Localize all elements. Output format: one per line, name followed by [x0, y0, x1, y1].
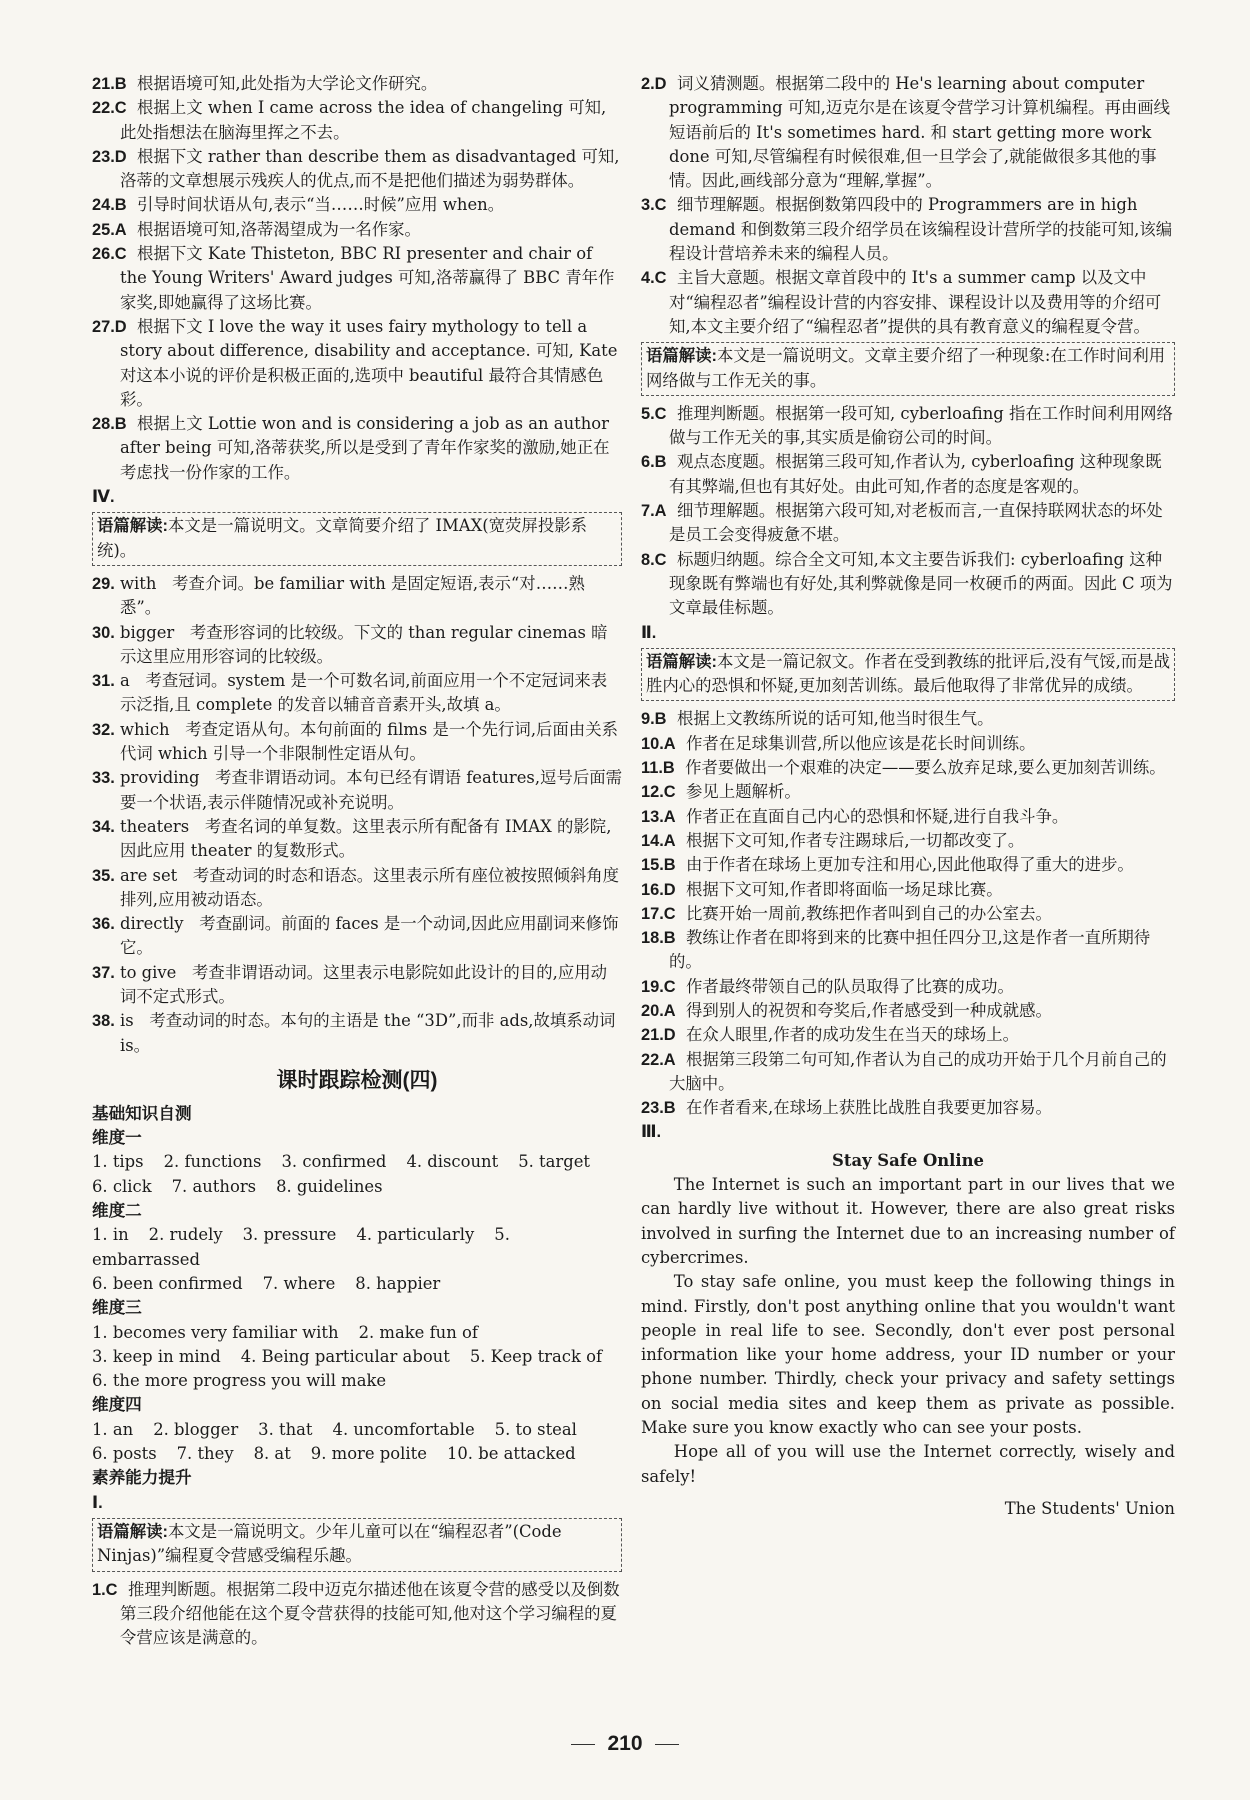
basic-knowledge-title: 基础知识自测 [92, 1103, 192, 1123]
answer-item: 25.A 根据语境可知,洛蒂渴望成为一名作家。 [92, 219, 421, 239]
ability-title: 素养能力提升 [92, 1468, 192, 1488]
answer-item: 34. theaters 考查名词的单复数。这里表示所有配备有 IMAX 的影院,因此应用 theater 的复数形式。 [92, 816, 612, 861]
answer-item: 4.C 主旨大意题。根据文章首段中的 It's a summer camp 以及文中对“编程忍者”编程设计营的内容安排、课程设计以及费用等的介绍可知,本文主要介绍了“编程忍者”提供的具有教育意义的编程夏令营。 [641, 268, 1162, 336]
passage-analysis-box: 语篇解读:本文是一篇说明文。文章简要介绍了 IMAX(宽荧屏投影系统)。 [92, 512, 622, 566]
answer-item: 13.A 作者正在直面自己内心的恐惧和怀疑,进行自我斗争。 [641, 806, 1069, 826]
essay-paragraph: Hope all of you will use the Internet correctly, wisely and safely! [641, 1442, 1175, 1486]
answer-item: 30. bigger 考查形容词的比较级。下文的 than regular cinemas 暗示这里应用形容词的比较级。 [92, 622, 608, 666]
dimension-1: 维度一 1. tips 2. functions 3. confirmed 4. discount 5. target 6. click 7. authors 8. guidelines [92, 1128, 591, 1196]
essay-paragraph: The Internet is such an important part in our lives that we can hardly live without it. However, there are also great risks involved in surfing the Internet due to an increasing number of cybercrimes. [641, 1175, 1175, 1267]
answer-item: 32. which 考查定语从句。本句前面的 films 是一个先行词,后面由关系代词 which 引导一个非限制性定语从句。 [92, 719, 618, 764]
answer-item: 37. to give 考查非谓语动词。这里表示电影院如此设计的目的,应用动词不定式形式。 [92, 962, 607, 1006]
answer-item: 11.B 作者要做出一个艰难的决定——要么放弃足球,要么更加刻苦训练。 [641, 758, 1166, 778]
essay-paragraph: To stay safe online, you must keep the following things in mind. Firstly, don't post anything online that you wouldn't want people in real life to see. Secondly, don't ever post personal information like your home address, your ID number or your phone number. Thirdly, check your privacy and safety settings on social media sites and keep them as private as possible. Make sure you know exactly who can see your posts. [641, 1272, 1175, 1438]
answer-item: 21.D 在众人眼里,作者的成功发生在当天的球场上。 [641, 1025, 1020, 1045]
answer-item: 9.B 根据上文教练所说的话可知,他当时很生气。 [641, 709, 994, 729]
lesson-heading: 课时跟踪检测(四) [276, 1068, 438, 1092]
model-essay [641, 1149, 1175, 1521]
answer-item: 6.B 观点态度题。根据第三段可知,作者认为, cyberloafing 这种现象既有其弊端,但也有其好处。由此可知,作者的态度是客观的。 [641, 452, 1162, 496]
answer-item: 3.C 细节理解题。根据倒数第四段中的 Programmers are in high demand 和倒数第三段介绍学员在该编程设计营所学的技能可知,该编程设计营培养未来的编程人员。 [641, 195, 1173, 264]
left-column [92, 72, 622, 1650]
answer-item: 38. is 考查动词的时态。本句的主语是 the “3D”,而非 ads,故填系动词 is。 [92, 1011, 616, 1055]
answer-item: 8.C 标题归纳题。综合全文可知,本文主要告诉我们: cyberloafing 这种现象既有弊端也有好处,其利弊就像是同一枚硬币的两面。因此 C 项为文章最佳标题。 [641, 549, 1173, 618]
passage-analysis-box: 语篇解读:本文是一篇说明文。少年儿童可以在“编程忍者”(Code Ninjas)”编程夏令营感受编程乐趣。 [92, 1518, 622, 1572]
answer-item: 10.A 作者在足球集训营,所以他应该是花长时间训练。 [641, 733, 1036, 753]
answer-item: 1.C 推理判断题。根据第二段中迈克尔描述他在该夏令营的感受以及倒数第三段介绍他能在这个夏令营获得的技能可知,他对这个学习编程的夏令营应该是满意的。 [92, 1579, 620, 1648]
answer-item: 24.B 引导时间状语从句,表示“当……时候”应用 when。 [92, 195, 505, 215]
answer-item: 18.B 教练让作者在即将到来的比赛中担任四分卫,这是作者一直所期待的。 [641, 928, 1151, 972]
dimension-4: 维度四 1. an 2. blogger 3. that 4. uncomfortable 5. to steal 6. posts 7. they 8. at 9. more polite 10. be attacked [92, 1395, 577, 1464]
answer-item: 36. directly 考查副词。前面的 faces 是一个动词,因此应用副词来修饰它。 [92, 914, 619, 958]
passage-analysis-box: 语篇解读:本文是一篇记叙文。作者在受到教练的批评后,没有气馁,而是战胜内心的恐惧和怀疑,更加刻苦训练。最后他取得了非常优异的成绩。 [641, 648, 1175, 702]
answer-item: 33. providing 考查非谓语动词。本句已经有谓语 features,逗号后面需要一个状语,表示伴随情况或补充说明。 [92, 768, 622, 812]
answer-item: 26.C 根据下文 Kate Thisteton, BBC RI presenter and chair of the Young Writers' Award judges 可知,洛蒂赢得了 BBC 青年作家奖,即她赢得了这场比赛。 [92, 244, 615, 312]
dimension-2: 维度二 1. in 2. rudely 3. pressure 4. particularly 5. embarrassed 6. been confirmed 7. where 8. happier [92, 1201, 510, 1293]
answer-item: 12.C 参见上题解析。 [641, 782, 801, 802]
answer-list-2 [92, 572, 622, 1058]
answer-item: 14.A 根据下文可知,作者专注踢球后,一切都改变了。 [641, 830, 1025, 850]
answer-item: 31. a 考查冠词。system 是一个可数名词,前面应用一个不定冠词来表示泛指,且 complete 的发音以辅音音素开头,故填 a。 [92, 671, 608, 715]
answer-item: 23.D 根据下文 rather than describe them as disadvantaged 可知,洛蒂的文章想展示残疾人的优点,而不是把他们描述为弱势群体。 [92, 146, 620, 191]
right-column [641, 72, 1175, 1521]
answer-item: 29. with 考查介词。be familiar with 是固定短语,表示“对……熟悉”。 [92, 573, 585, 618]
answer-item: 27.D 根据下文 I love the way it uses fairy mythology to tell a story about difference, disability and acceptance. 可知, Kate 对这本小说的评价是积极正面的,选项中 beautiful 最符合其情感色彩。 [92, 316, 618, 409]
essay-title: Stay Safe Online [832, 1150, 984, 1170]
answer-list-1 [92, 72, 622, 485]
answer-item: 19.C 作者最终带领自己的队员取得了比赛的成功。 [641, 976, 1014, 996]
answer-item: 21.B 根据语境可知,此处指为大学论文作研究。 [92, 74, 438, 93]
answer-item: 22.C 根据上文 when I came across the idea of changeling 可知,此处指想法在脑海里挥之不去。 [92, 98, 607, 142]
section-marker: Ⅱ. [641, 623, 657, 642]
answer-item: 5.C 推理判断题。根据第一段可知, cyberloafing 指在工作时间利用网络做与工作无关的事,其实质是偷窃公司的时间。 [641, 403, 1173, 448]
section-marker: Ⅲ. [641, 1123, 662, 1142]
essay-signature: The Students' Union [1004, 1498, 1175, 1518]
page-number: 210 [0, 1732, 1250, 1756]
passage-analysis-box: 语篇解读:本文是一篇说明文。文章主要介绍了一种现象:在工作时间利用网络做与工作无关的事。 [641, 342, 1175, 396]
answer-item: 20.A 得到别人的祝贺和夸奖后,作者感受到一种成就感。 [641, 1000, 1052, 1020]
answer-item: 17.C 比赛开始一周前,教练把作者叫到自己的办公室去。 [641, 903, 1052, 923]
answer-item: 22.A 根据第三段第二句可知,作者认为自己的成功开始于几个月前自己的大脑中。 [641, 1049, 1167, 1093]
section-marker: Ⅰ. [92, 1493, 103, 1512]
answer-item: 7.A 细节理解题。根据第六段可知,对老板而言,一直保持联网状态的坏处是员工会变得疲惫不堪。 [641, 501, 1163, 545]
answer-item: 2.D 词义猜测题。根据第二段中的 He's learning about computer programming 可知,迈克尔是在该夏令营学习计算机编程。再由画线短语前后的 It's sometimes hard. 和 start getting more work done 可知,尽管编程有时候很难,但一旦学会了,就能做很多其他的事情。因此,画线部分意为“理解,掌握”。 [641, 74, 1171, 191]
answer-item: 15.B 由于作者在球场上更加专注和用心,因此他取得了重大的进步。 [641, 855, 1134, 875]
answer-item: 16.D 根据下文可知,作者即将面临一场足球比赛。 [641, 879, 1003, 899]
section-marker: Ⅳ. [92, 488, 115, 507]
answer-item: 23.B 在作者看来,在球场上获胜比战胜自我要更加容易。 [641, 1098, 1052, 1118]
dimension-3: 维度三 1. becomes very familiar with 2. make fun of3. keep in mind 4. Being particular about 5. Keep track of 6. the more progress you will make [92, 1298, 603, 1391]
answer-item: 28.B 根据上文 Lottie won and is considering a job as an author after being 可知,洛蒂获奖,所以是受到了青年作家奖的激励,她正在考虑找一份作家的工作。 [92, 414, 610, 482]
answer-item: 35. are set 考查动词的时态和语态。这里表示所有座位被按照倾斜角度排列,应用被动语态。 [92, 865, 620, 909]
